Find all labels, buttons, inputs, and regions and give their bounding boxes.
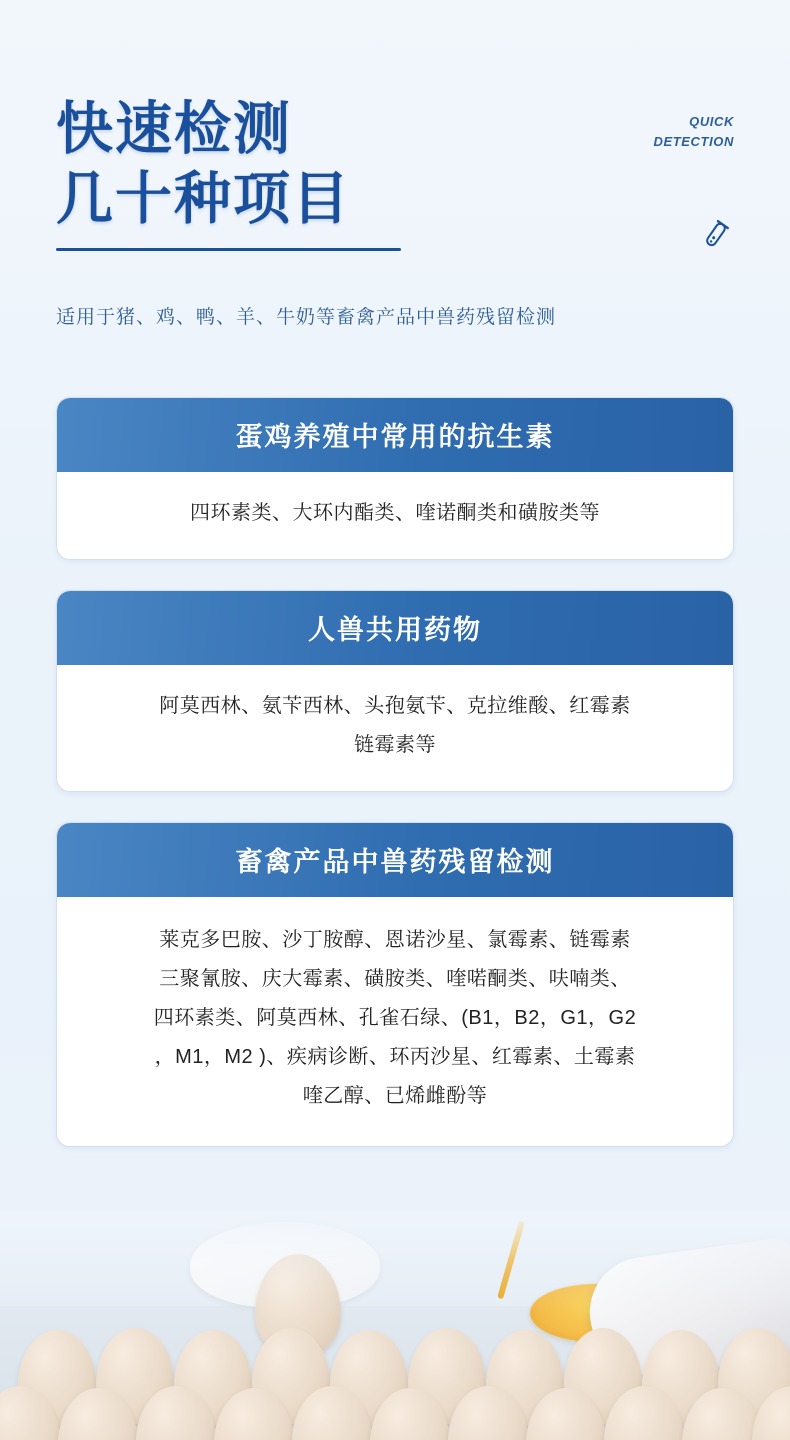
- subtitle: 适用于猪、鸡、鸭、羊、牛奶等畜禽产品中兽药残留检测: [56, 307, 557, 329]
- card-body-line: 阿莫西林、氨苄西林、头孢氨苄、克拉维酸、红霉素: [159, 695, 631, 718]
- card-title: 畜禽产品中兽药残留检测: [57, 823, 733, 897]
- card-body: [57, 472, 733, 559]
- card-body-line: 三聚氰胺、庆大霉素、磺胺类、喹喏酮类、呋喃类、: [159, 968, 631, 991]
- card-body-line: 莱克多巴胺、沙丁胺醇、恩诺沙星、氯霉素、链霉素: [159, 929, 631, 952]
- card-title: 人兽共用药物: [57, 591, 733, 665]
- card-body-line: 四环素类、阿莫西林、孔雀石绿、(B1，B2，G1，G2: [153, 1007, 637, 1030]
- title-underline: [56, 248, 401, 251]
- title-line-2: 几十种项目: [56, 167, 351, 231]
- page-title: [56, 95, 401, 251]
- card-body-line: 喹乙醇、已烯雌酚等: [302, 1085, 488, 1108]
- card-body: [57, 665, 733, 791]
- title-line-1: 快速检测: [56, 98, 292, 161]
- badge-line-2: DETECTION: [653, 134, 734, 150]
- header: [0, 0, 790, 333]
- card-body: [57, 897, 733, 1146]
- card-title: 蛋鸡养殖中常用的抗生素: [57, 398, 733, 472]
- card-body-line: 链霉素等: [354, 734, 436, 757]
- badge-line-1: QUICK: [689, 114, 734, 129]
- card-antibiotics: [56, 397, 734, 560]
- card-residue-detection: [56, 822, 734, 1147]
- photo-fade-overlay: [0, 1210, 790, 1440]
- card-shared-drugs: [56, 590, 734, 792]
- test-tube-icon: [698, 218, 732, 252]
- card-body-line: ，M1，M2 )、疾病诊断、环丙沙星、红霉素、土霉素: [154, 1046, 636, 1069]
- card-body-line: 四环素类、大环内酯类、喹诺酮类和磺胺类等: [190, 502, 600, 525]
- card-list: [0, 397, 790, 1147]
- quick-detection-badge: [653, 112, 734, 152]
- lab-photo: [0, 1210, 790, 1440]
